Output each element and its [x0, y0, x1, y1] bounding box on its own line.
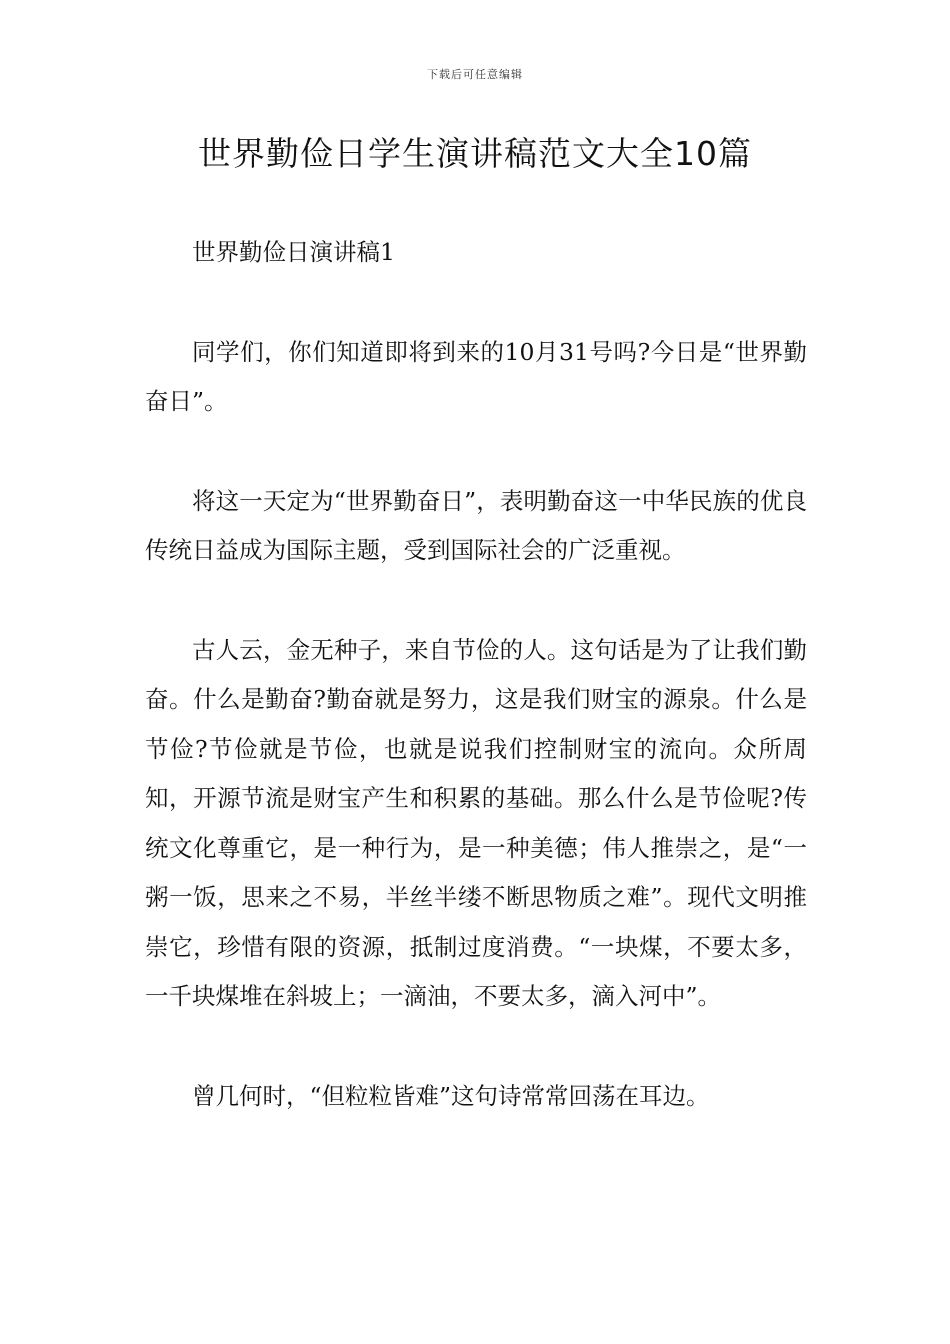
paragraph-3: 古人云，金无种子，来自节俭的人。这句话是为了让我们勤奋。什么是勤奋?勤奋就是努力，这是我们财宝的源泉。什么是节俭?节俭就是节俭，也就是说我们控制财宝的流向。众所周知，开源节流是财宝产生和积累的基础。那么什么是节俭呢?传统文化尊重它，是一种行为，是一种美德；伟人推崇之，是“一粥一饭，思来之不易，半丝半缕不断思物质之难”。现代文明推崇它，珍惜有限的资源，抵制过度消费。“一块煤，不要太多，一千块煤堆在斜坡上；一滴油，不要太多，滴入河中”。: [145, 635, 807, 1010]
document-title: 世界勤俭日学生演讲稿范文大全10篇: [198, 134, 752, 173]
paragraph-1: 同学们，你们知道即将到来的10月31号吗?今日是“世界勤奋日”。: [145, 337, 807, 415]
section-heading: 世界勤俭日演讲稿1: [192, 238, 395, 266]
header-note: 下载后可任意编辑: [427, 68, 523, 81]
paragraph-2: 将这一天定为“世界勤奋日”，表明勤奋这一中华民族的优良传统日益成为国际主题，受到国际社会的广泛重视。: [145, 486, 807, 564]
document-body: [145, 228, 807, 1171]
paragraph-4: 曾几何时，“但粒粒皆难”这句诗常常回荡在耳边。: [192, 1081, 710, 1110]
